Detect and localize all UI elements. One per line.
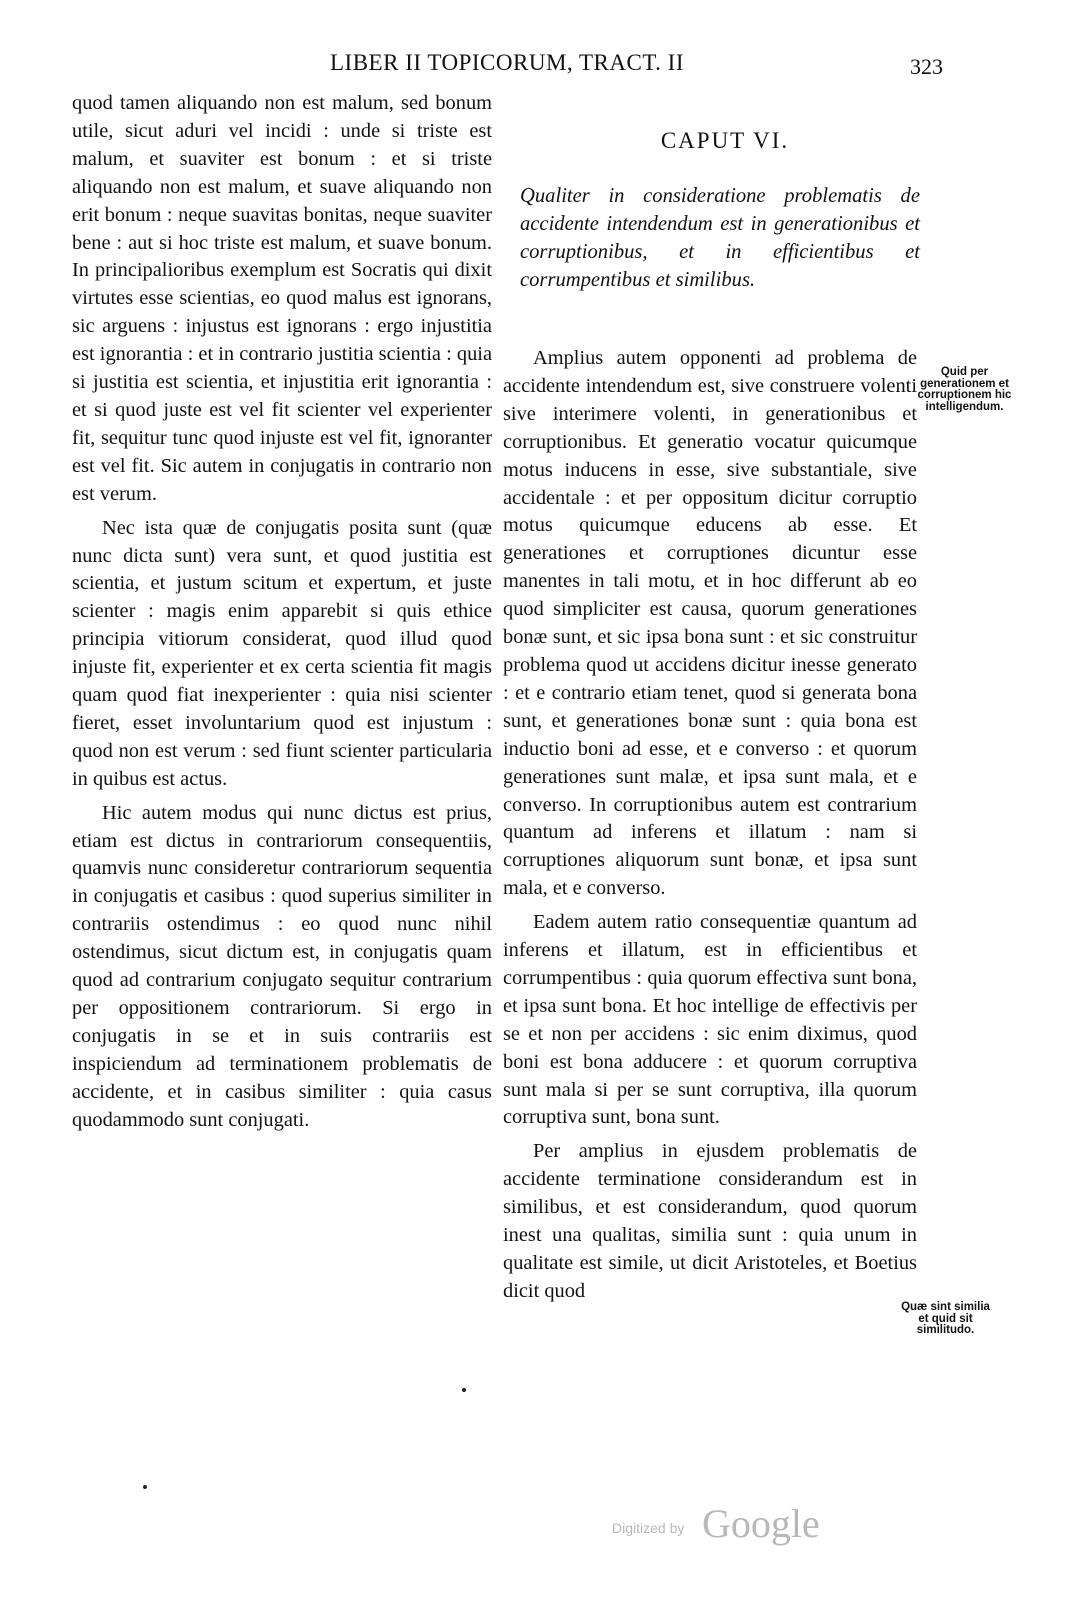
left-paragraph-2: Nec ista quæ de conjugatis posita sunt (quæ nunc dicta sunt) vera sunt, et quod justitia est scientia, et justum scitum et expertum, et juste scienter : magis enim apparebit si quis ethice principia vitiorum considerat, quod illud quod injuste fit, experienter et ex certa scientia fit magis quam quod fiat inexperienter : quia nisi scienter fieret, esset involuntarium quod est injustum : quod non est verum : sed fiunt scienter particularia in quibus est actus. xyxy=(72,516,492,790)
page-header xyxy=(0,50,1078,90)
right-paragraph-3: Per amplius in ejusdem problematis de accidente terminatione considerandum est in similibus, et est considerandum, quod quorum inest una qualitas, similia sunt : quia unum in qualitate est simile, ut dicit Aristoteles, et Boetius dicit quod xyxy=(503,1140,917,1302)
ink-dot xyxy=(462,1388,466,1392)
left-paragraph-1: quod tamen aliquando non est malum, sed bonum utile, sicut aduri vel incidi : unde si triste est malum, et suaviter est bonum : et si triste aliquando non est malum, et suave aliquando non erit bonum : neque suavitas bonitas, neque suaviter bene : aut si hoc triste est malum, et suave bonum. In principalioribus exemplum est Socratis qui dixit virtutes esse scientias, eo quod malus est ignorans, sic arguens : injustus est ignorans : ergo injustitia est ignorantia : et in contrario justitia scientia : quia si justitia est scientia, et injustitia erit ignorantia : et si quod juste est vel fit scienter vel experienter fit, sequitur tunc quod injuste est vel fit, ignoranter est vel fit. Sic autem in conjugatis in contrario non est verum. xyxy=(72,92,492,505)
margin-note-similarity: Quæ sint similia et quid sit similitudo. xyxy=(901,1301,990,1336)
ink-dot xyxy=(143,1485,147,1489)
digitized-watermark xyxy=(612,1500,832,1550)
right-paragraph-1: Amplius autem opponenti ad problema de accidente intendendum est, sive construere volenti sive interimere volenti, in generationibus et corruptionibus. Et generatio vocatur quicumque motus inducens in esse, sive substantiale, sive accidentale : et per oppositum dicitur corruptio motus quicumque educens ab esse. Et generationes et corruptiones dicuntur esse manentes in tali motu, et in hoc differunt ab eo quod simpliciter est causa, quorum generationes bonæ sunt, et sic ipsa bona sunt : et sic construitur problema quod ut accidens dicitur inesse generato : et e contrario etiam tenet, quod si generata bona sunt, et generationes bonæ sunt : quia bona est inductio boni ad esse, et e converso : et quorum generationes sunt malæ, et ipsa sunt mala, et e converso. In corruptionibus autem est contrarium quantum ad inferens et illatum : nam si corruptiones aliquorum sunt bonæ, et ipsa sunt mala, et e converso. xyxy=(503,347,917,900)
right-paragraph-2: Eadem autem ratio consequentiæ quantum ad inferens et illatum, est in efficientibus et corrumpentibus : quia quorum effectiva sunt bona, et ipsa sunt bona. Et hoc intellige de effectivis per se et non per accidens : sic enim diximus, quod boni est bona adducere : et quorum corruptiva sunt mala si per se sunt corruptiva, illa quorum corruptiva sunt, bona sunt. xyxy=(503,911,917,1129)
chapter-subtitle: Qualiter in consideratione problematis de accidente intendendum est in generationibus et corruptionibus, et in efficientibus et corrumpentibus et similibus. xyxy=(520,185,920,291)
page-number: 323 xyxy=(910,54,943,79)
chapter-title: CAPUT VI. xyxy=(660,128,790,153)
right-column xyxy=(503,345,917,1306)
watermark-small-text: Digitized by xyxy=(612,1520,685,1536)
margin-note-generation: Quid per generationem et corruptionem hic intelligendum. xyxy=(917,366,1012,413)
left-paragraph-3: Hic autem modus qui nunc dictus est prius, etiam est dictus in contrariorum consequentiis, quamvis nunc consideretur contrariorum sequentia in conjugatis et casibus : quod superius similiter in contrariis ostendimus : eo quod nunc nihil ostendimus, sicut dictum est, in conjugatis quam quod ad contrarium conjugato sequitur contrarium per oppositionem contrariorum. Si ergo in conjugatis in se et in suis contrariis est inspiciendum ad terminationem problematis de accidente, et in casibus similiter : quia casus quodammodo sunt conjugati. xyxy=(72,801,492,1131)
google-logo: Google xyxy=(702,1501,820,1546)
running-title: LIBER II TOPICORUM, TRACT. II xyxy=(330,50,684,75)
left-column xyxy=(72,90,492,1135)
